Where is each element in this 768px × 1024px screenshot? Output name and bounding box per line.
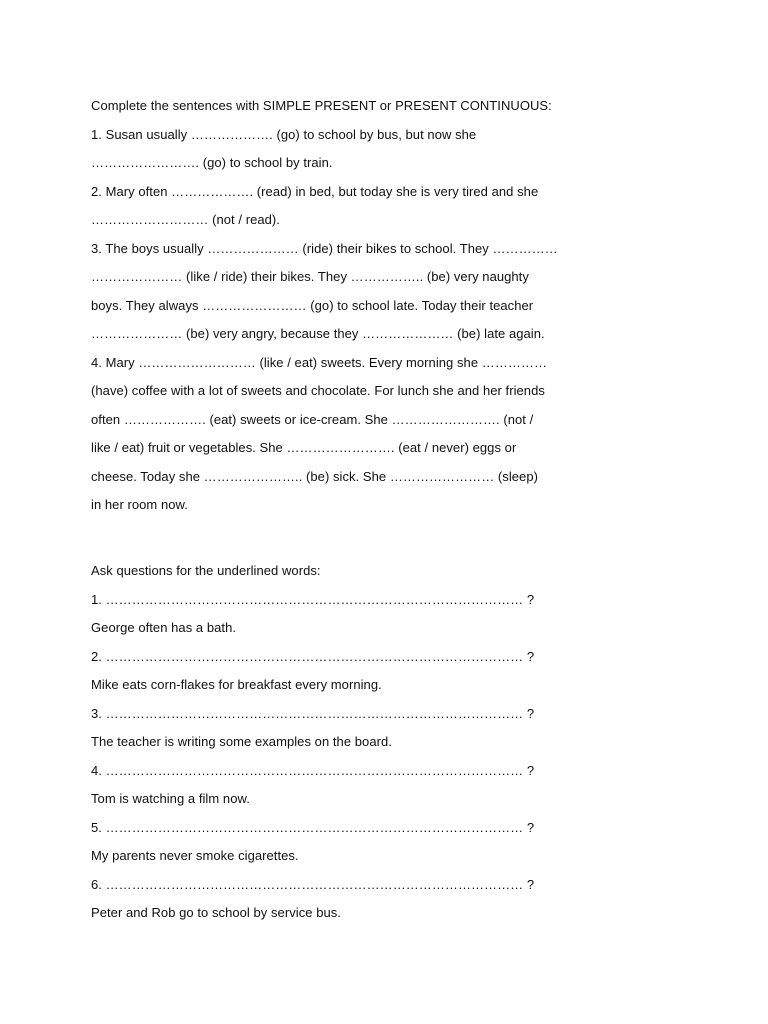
question-blank-line: 5. …………………………………………………………………………………… ? — [91, 819, 535, 835]
exercise-1-line: in her room now. — [91, 497, 188, 512]
question-sentence: Peter and Rob go to school by service bus. — [91, 905, 341, 920]
question-blank-line: 3. …………………………………………………………………………………… ? — [91, 705, 535, 721]
exercise-1-line: like / eat) fruit or vegetables. She ……………………. (eat / never) eggs or — [91, 440, 517, 455]
question-sentence: Mike eats corn-flakes for breakfast every morning. — [91, 677, 382, 692]
question-blank-line: 6. …………………………………………………………………………………… ? — [91, 876, 535, 892]
exercise-complete-sentences — [91, 92, 711, 520]
exercise-1-line: boys. They always …………………… (go) to school late. Today their teacher — [91, 297, 534, 313]
exercise-1-line: ………………… (be) very angry, because they ………………… (be) late again. — [91, 326, 545, 341]
exercise-ask-questions — [91, 557, 711, 928]
exercise-1-line: often ………………. (eat) sweets or ice-cream. She ……………………. (not / — [91, 411, 534, 427]
question-blank-line: 2. …………………………………………………………………………………… ? — [91, 648, 535, 664]
question-sentence: My parents never smoke cigarettes. — [91, 848, 299, 863]
exercise-1-line: 1. Susan usually ………………. (go) to school by bus, but now she — [91, 126, 477, 142]
question-sentence: The teacher is writing some examples on the board. — [91, 734, 392, 749]
question-sentence: Tom is watching a film now. — [91, 791, 250, 806]
exercise-1-instruction: Complete the sentences with SIMPLE PRESENT or PRESENT CONTINUOUS: — [91, 98, 552, 113]
exercise-1-line: ………………… (like / ride) their bikes. They …………….. (be) very naughty — [91, 269, 529, 284]
question-blank-line: 4. …………………………………………………………………………………… ? — [91, 762, 535, 778]
exercise-1-line: 2. Mary often ………………. (read) in bed, but today she is very tired and she — [91, 183, 539, 199]
exercise-1-line: ……………………. (go) to school by train. — [91, 155, 333, 170]
exercise-1-line: (have) coffee with a lot of sweets and chocolate. For lunch she and her friends — [91, 383, 545, 398]
exercise-1-line: 3. The boys usually ………………… (ride) their bikes to school. They …………… — [91, 240, 558, 256]
exercise-1-line: cheese. Today she ………………….. (be) sick. She …………………… (sleep) — [91, 468, 538, 484]
question-sentence: George often has a bath. — [91, 620, 237, 635]
exercise-1-line: 4. Mary ……………………… (like / eat) sweets. Every morning she …………… — [91, 354, 548, 370]
question-blank-line: 1. …………………………………………………………………………………… ? — [91, 591, 535, 607]
exercise-2-instruction: Ask questions for the underlined words: — [91, 563, 321, 578]
exercise-1-line: ……………………… (not / read). — [91, 212, 280, 227]
